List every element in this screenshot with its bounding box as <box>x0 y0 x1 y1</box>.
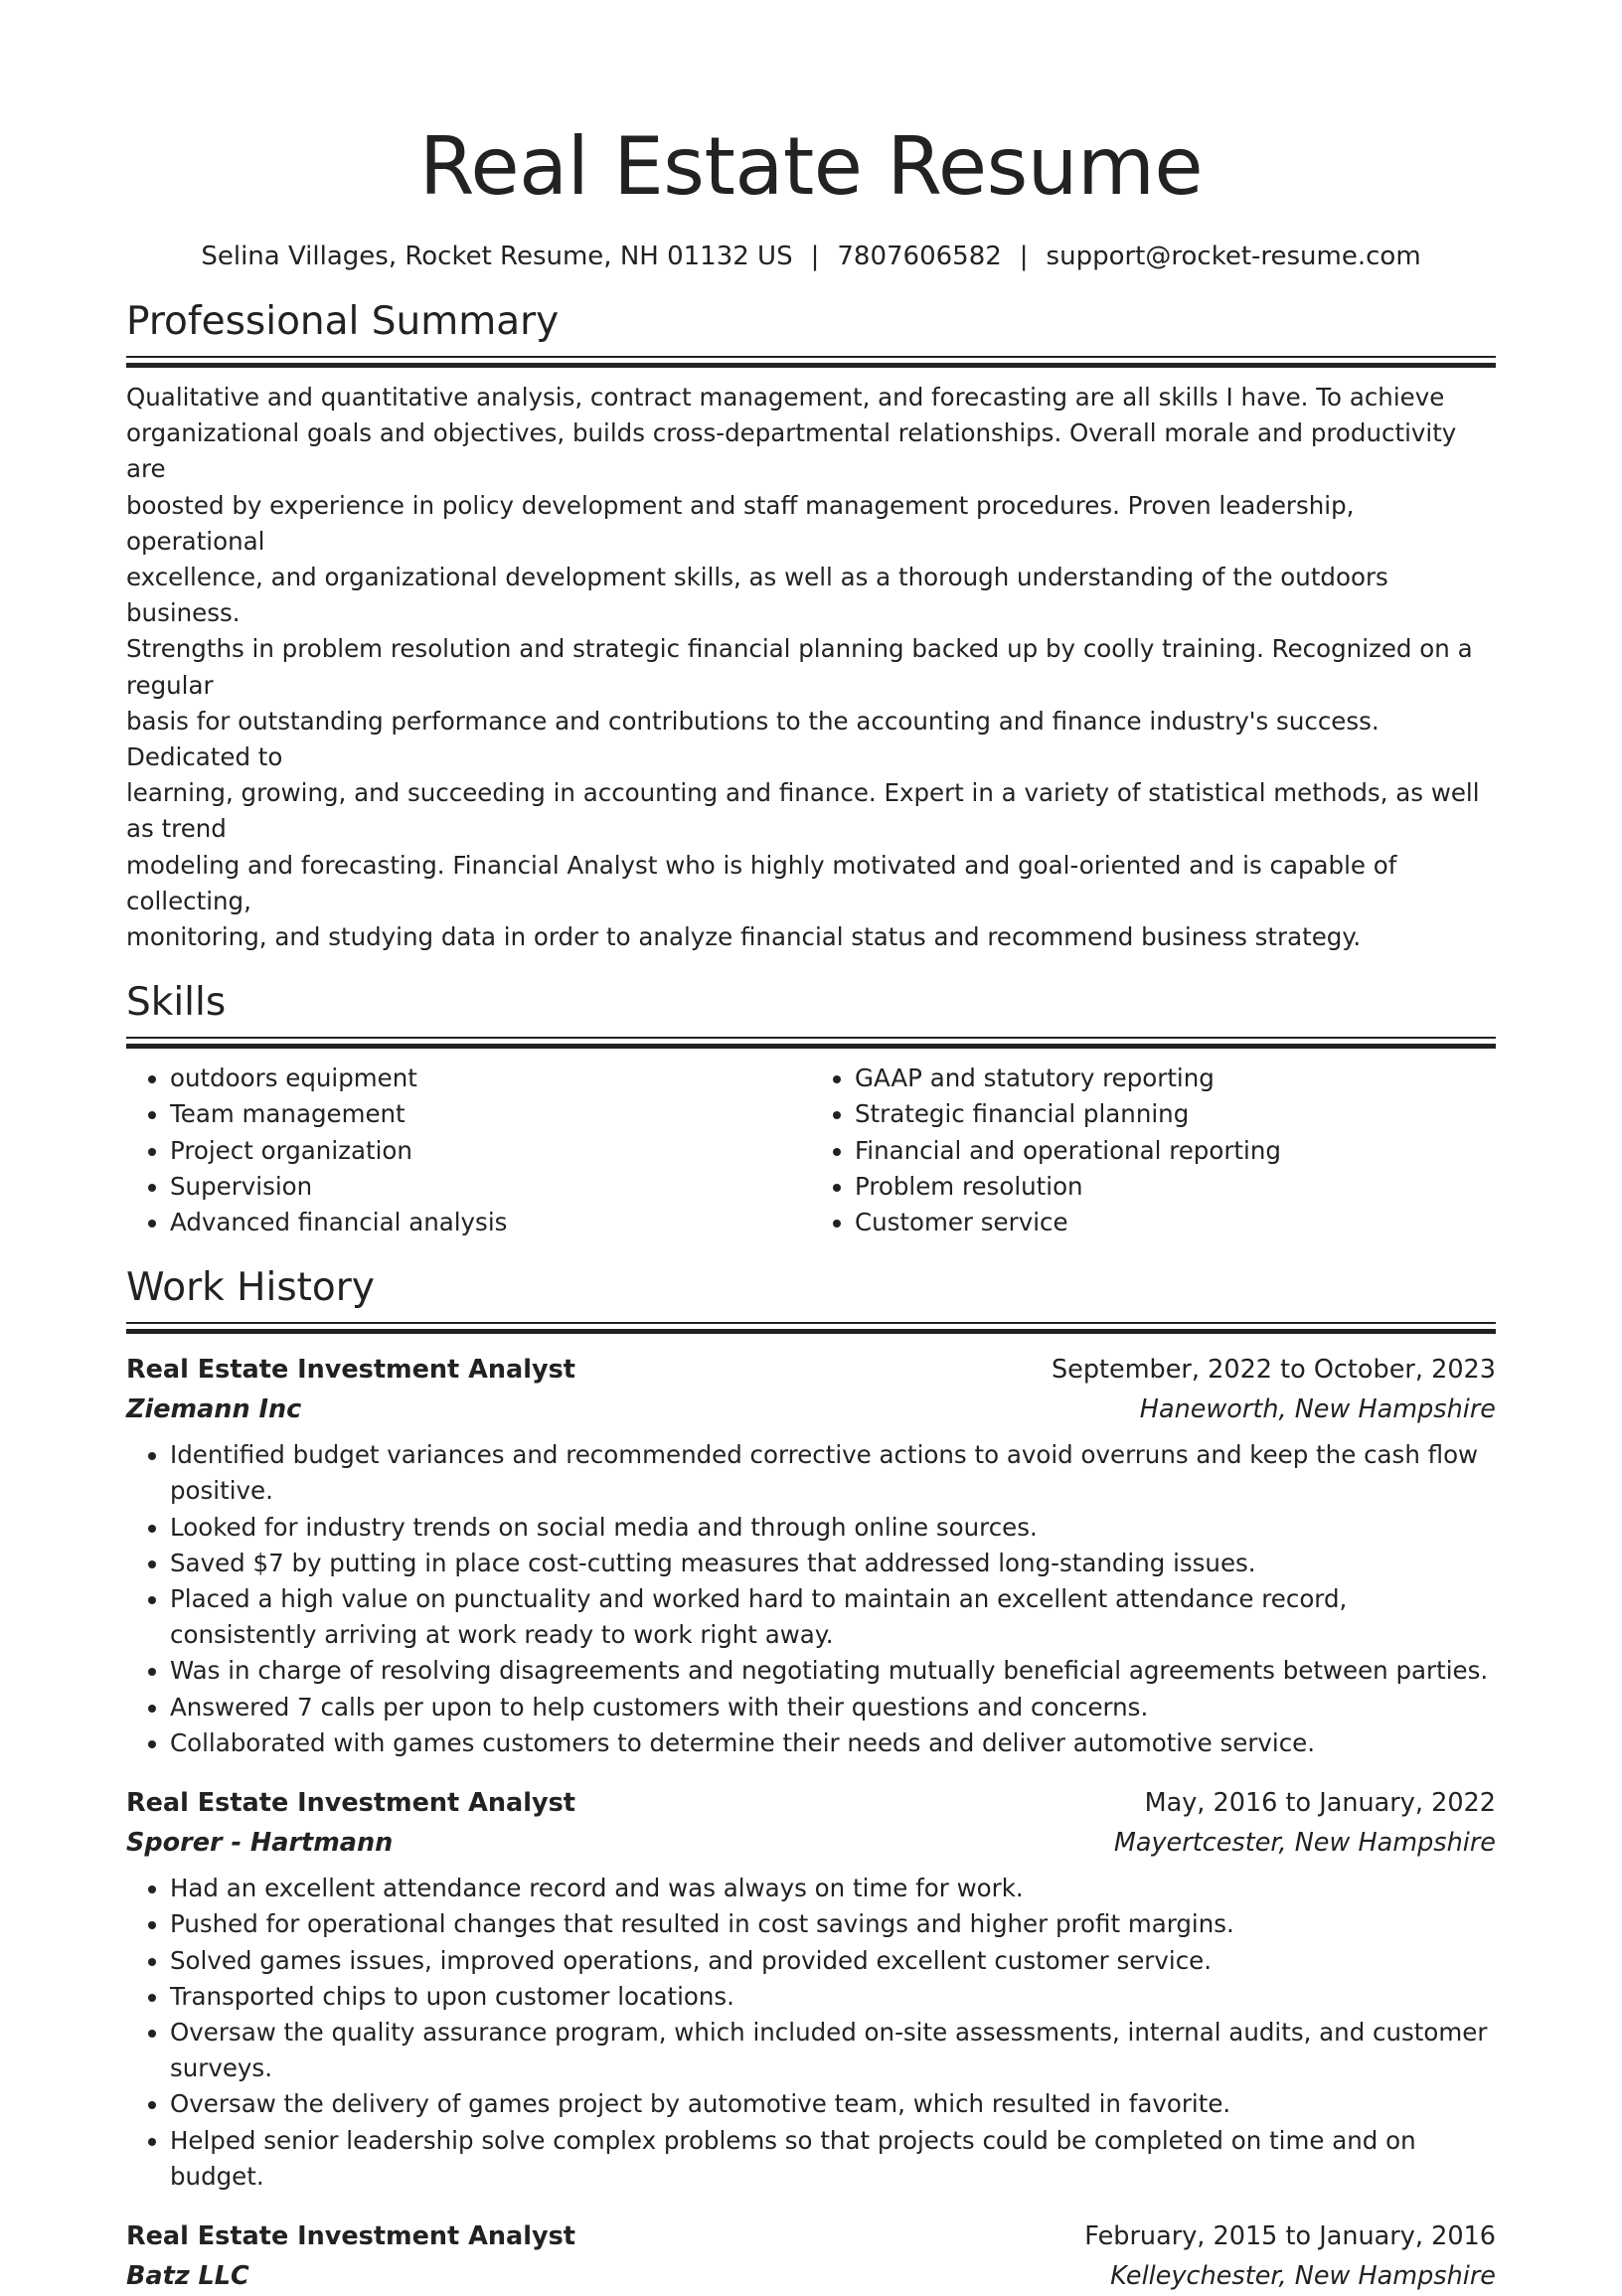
skill-item: • outdoors equipment <box>170 1061 811 1096</box>
job-dates: September, 2022 to October, 2023 <box>1051 1355 1496 1386</box>
skill-item: • Advanced financial analysis <box>170 1205 811 1240</box>
job-header <box>126 1350 1496 1390</box>
summary-line: basis for outstanding performance and contributions to the accounting and finance industry's success. Dedicated to <box>126 706 1379 772</box>
summary-line: learning, growing, and succeeding in accounting and finance. Expert in a variety of statistical methods, as well as trend <box>126 778 1480 844</box>
job-bullet: • Collaborated with games customers to determine their needs and deliver automotive service. <box>170 1725 1496 1761</box>
job-bullet: • Looked for industry trends on social media and through online sources. <box>170 1510 1496 1546</box>
job-company: Sporer - Hartmann <box>126 1828 394 1859</box>
job-dates: February, 2015 to January, 2016 <box>1084 2220 1496 2251</box>
summary-line: excellence, and organizational development skills, as well as a thorough understanding of the outdoors business. <box>126 563 1388 628</box>
job-bullet: • Saved $7 by putting in place cost-cutting measures that addressed long-standing issues. <box>170 1546 1496 1581</box>
contact-line <box>126 241 1496 272</box>
job-bullet: • Oversaw the delivery of games project by automotive team, which resulted in favorite. <box>170 2086 1496 2122</box>
job-bullet: • Was in charge of resolving disagreements and negotiating mutually beneficial agreements between parties. <box>170 1653 1496 1689</box>
contact-email: support@rocket-resume.com <box>1046 242 1421 271</box>
summary-line: Strengths in problem resolution and strategic financial planning backed up by coolly training. Recognized on a regular <box>126 634 1473 700</box>
job-bullet: • Had an excellent attendance record and was always on time for work. <box>170 1871 1496 1906</box>
job-company: Ziemann Inc <box>126 1394 302 1425</box>
job-subheader <box>126 1390 1496 1429</box>
contact-phone: 7807606582 <box>837 242 1002 271</box>
job-location: Kelleychester, New Hampshire <box>1110 2260 1496 2291</box>
skill-item: • Customer service <box>855 1205 1496 1240</box>
contact-separator: | <box>810 242 820 271</box>
section-divider <box>126 1322 1496 1334</box>
skills-section <box>126 979 1496 1240</box>
job-bullets <box>126 1871 1496 2195</box>
job-bullet: • Transported chips to upon customer locations. <box>170 1979 1496 2015</box>
contact-separator: | <box>1019 242 1029 271</box>
skill-item: • Financial and operational reporting <box>855 1133 1496 1169</box>
job-bullet: • Pushed for operational changes that resulted in cost savings and higher profit margins. <box>170 1906 1496 1942</box>
job-bullets <box>126 1437 1496 1761</box>
skills-list-left <box>126 1061 811 1240</box>
skills-columns <box>126 1061 1496 1240</box>
job-location: Haneworth, New Hampshire <box>1139 1394 1496 1425</box>
section-divider <box>126 1037 1496 1049</box>
job-title: Real Estate Investment Analyst <box>126 1788 575 1819</box>
job-entry <box>126 1783 1496 2195</box>
summary-line: monitoring, and studying data in order to analyze financial status and recommend business strategy. <box>126 922 1362 952</box>
resume-title: Real Estate Resume <box>418 120 1204 213</box>
job-subheader <box>126 2256 1496 2296</box>
job-bullet: • Answered 7 calls per upon to help customers with their questions and concerns. <box>170 1690 1496 1725</box>
skills-heading: Skills <box>126 980 227 1026</box>
job-bullet: • Oversaw the quality assurance program, which included on-site assessments, internal audits, and customer surveys. <box>170 2015 1496 2086</box>
section-divider <box>126 356 1496 368</box>
job-location: Mayertcester, New Hampshire <box>1113 1828 1496 1859</box>
job-title: Real Estate Investment Analyst <box>126 1355 575 1386</box>
job-bullet: • Solved games issues, improved operations, and provided excellent customer service. <box>170 1943 1496 1979</box>
job-header <box>126 2216 1496 2256</box>
job-subheader <box>126 1823 1496 1863</box>
summary-line: boosted by experience in policy development and staff management procedures. Proven leadership, operational <box>126 490 1355 556</box>
work-section <box>126 1264 1496 2296</box>
job-company: Batz LLC <box>126 2260 249 2291</box>
skill-item: • Team management <box>170 1096 811 1132</box>
skill-item: • Problem resolution <box>855 1169 1496 1205</box>
job-bullet: • Identified budget variances and recommended corrective actions to avoid overruns and keep the cash flow positive. <box>170 1437 1496 1509</box>
summary-line: organizational goals and objectives, builds cross-departmental relationships. Overall morale and productivity are <box>126 418 1457 484</box>
job-entry <box>126 2216 1496 2296</box>
contact-address: Selina Villages, Rocket Resume, NH 01132 US <box>201 242 793 271</box>
job-header <box>126 1783 1496 1823</box>
job-dates: May, 2016 to January, 2022 <box>1144 1788 1496 1819</box>
skill-item: • Strategic financial planning <box>855 1096 1496 1132</box>
job-bullet: • Helped senior leadership solve complex problems so that projects could be completed on time and on budget. <box>170 2123 1496 2195</box>
summary-section <box>126 298 1496 955</box>
skill-item: • GAAP and statutory reporting <box>855 1061 1496 1096</box>
job-title: Real Estate Investment Analyst <box>126 2220 575 2251</box>
work-heading: Work History <box>126 1265 375 1311</box>
job-bullet: • Placed a high value on punctuality and worked hard to maintain an excellent attendance record, consistently arriving at work ready to work right away. <box>170 1581 1496 1653</box>
skill-item: • Project organization <box>170 1133 811 1169</box>
skill-item: • Supervision <box>170 1169 811 1205</box>
summary-heading: Professional Summary <box>126 299 560 344</box>
skills-list-right <box>811 1061 1496 1240</box>
summary-line: modeling and forecasting. Financial Analyst who is highly motivated and goal-oriented and is capable of collecting, <box>126 850 1397 915</box>
summary-text <box>126 380 1496 955</box>
summary-line: Qualitative and quantitative analysis, contract management, and forecasting are all skills I have. To achieve <box>126 383 1445 411</box>
job-entry <box>126 1350 1496 1761</box>
